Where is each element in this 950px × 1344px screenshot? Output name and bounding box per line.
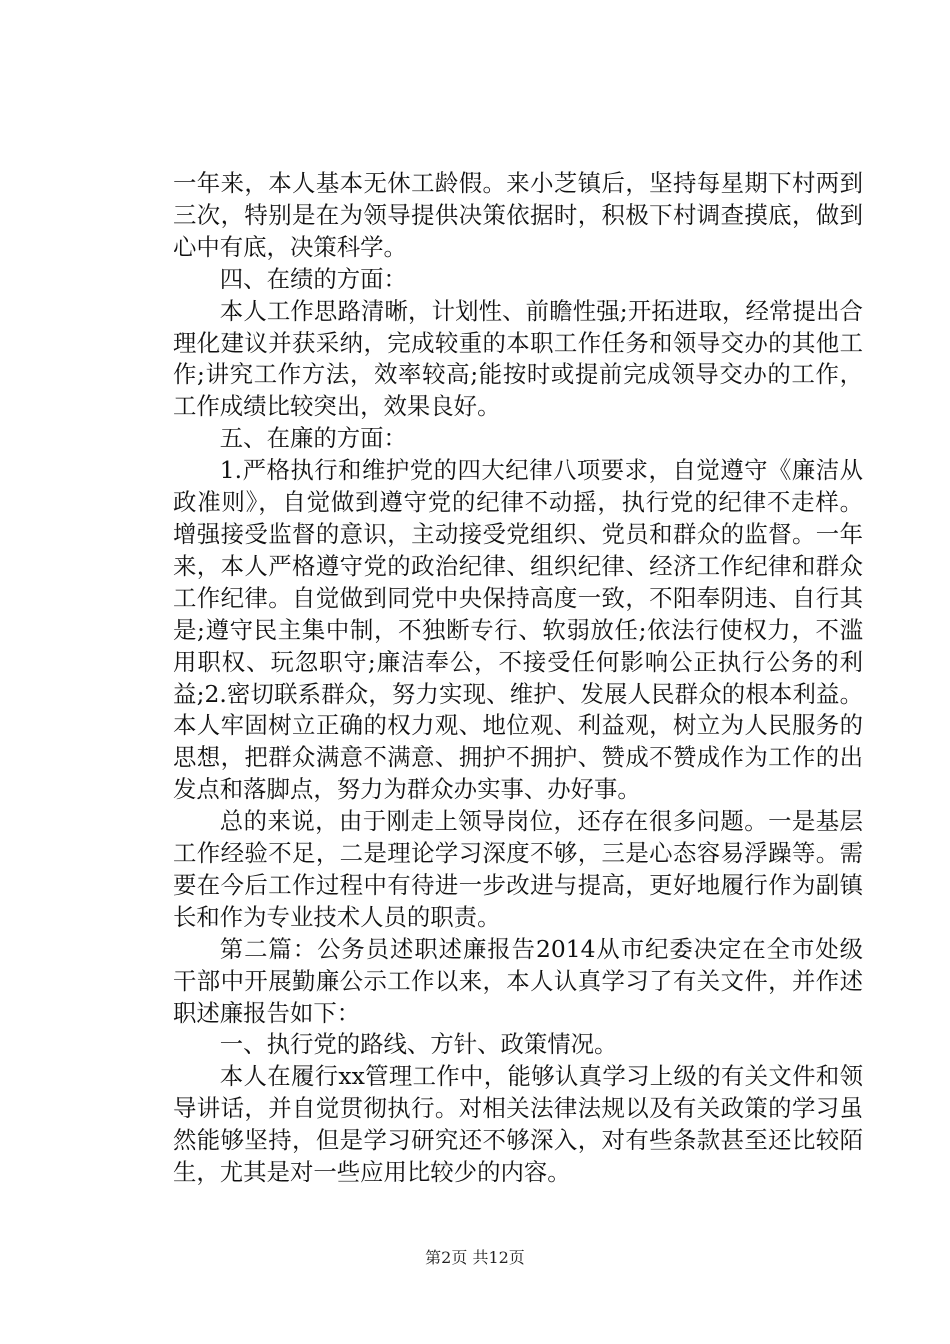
page-footer (0, 1248, 950, 1268)
section-heading-achievements: 四、在绩的方面： (219, 264, 407, 293)
paragraph-integrity: 1.严格执行和维护党的四大纪律八项要求，自觉遵守《廉洁从政准则》，自觉做到遵守党的纪律不动摇，执行党的纪律不走样。增强接受监督的意识，主动接受党组织、党员和群众的监督。一年来，本人严格遵守党的政治纪律、组织纪律、经济工作纪律和群众工作纪律。自觉做到同党中央保持高度一致，不阳奉阴违、自行其是;遵守民主集中制，不独断专行、软弱放任;依法行使权力，不滥用职权、玩忽职守;廉洁奉公，不接受任何影响公正执行公务的利益;2.密切联系群众，努力实现、维护、发展人民群众的根本利益。本人牢固树立正确的权力观、地位观、利益观，树立为人民服务的思想，把群众满意不满意、拥护不拥护、赞成不赞成作为工作的出发点和落脚点，努力为群众办实事、办好事。 (173, 456, 863, 804)
paragraph-second-article-intro: 第二篇：公务员述职述廉报告2014从市纪委决定在全市处级干部中开展勤廉公示工作以来，本人认真学习了有关文件，并作述职述廉报告如下： (173, 934, 863, 1027)
section-heading-integrity: 五、在廉的方面： (219, 424, 407, 453)
document-body (173, 168, 863, 1189)
page-number-label: 第2页 共12页 (425, 1248, 525, 1267)
paragraph-1: 一年来，本人基本无休工龄假。来小芝镇后，坚持每星期下村两到三次，特别是在为领导提供决策依据时，积极下村调查摸底，做到心中有底，决策科学。 (173, 169, 863, 261)
paragraph-achievements: 本人工作思路清晰，计划性、前瞻性强;开拓进取，经常提出合理化建议并获采纳，完成较重的本职工作任务和领导交办的其他工作;讲究工作方法，效率较高;能按时或提前完成领导交办的工作，工作成绩比较突出，效果良好。 (173, 296, 863, 421)
paragraph-party-line: 本人在履行xx管理工作中，能够认真学习上级的有关文件和领导讲话，并自觉贯彻执行。对相关法律法规以及有关政策的学习虽然能够坚持，但是学习研究还不够深入，对有些条款甚至还比较陌生，尤其是对一些应用比较少的内容。 (173, 1062, 863, 1187)
paragraph-summary: 总的来说，由于刚走上领导岗位，还存在很多问题。一是基层工作经验不足，二是理论学习深度不够，三是心态容易浮躁等。需要在今后工作过程中有待进一步改进与提高，更好地履行作为副镇长和作为专业技术人员的职责。 (173, 807, 863, 931)
section-heading-party-line: 一、执行党的路线、方针、政策情况。 (219, 1030, 618, 1059)
